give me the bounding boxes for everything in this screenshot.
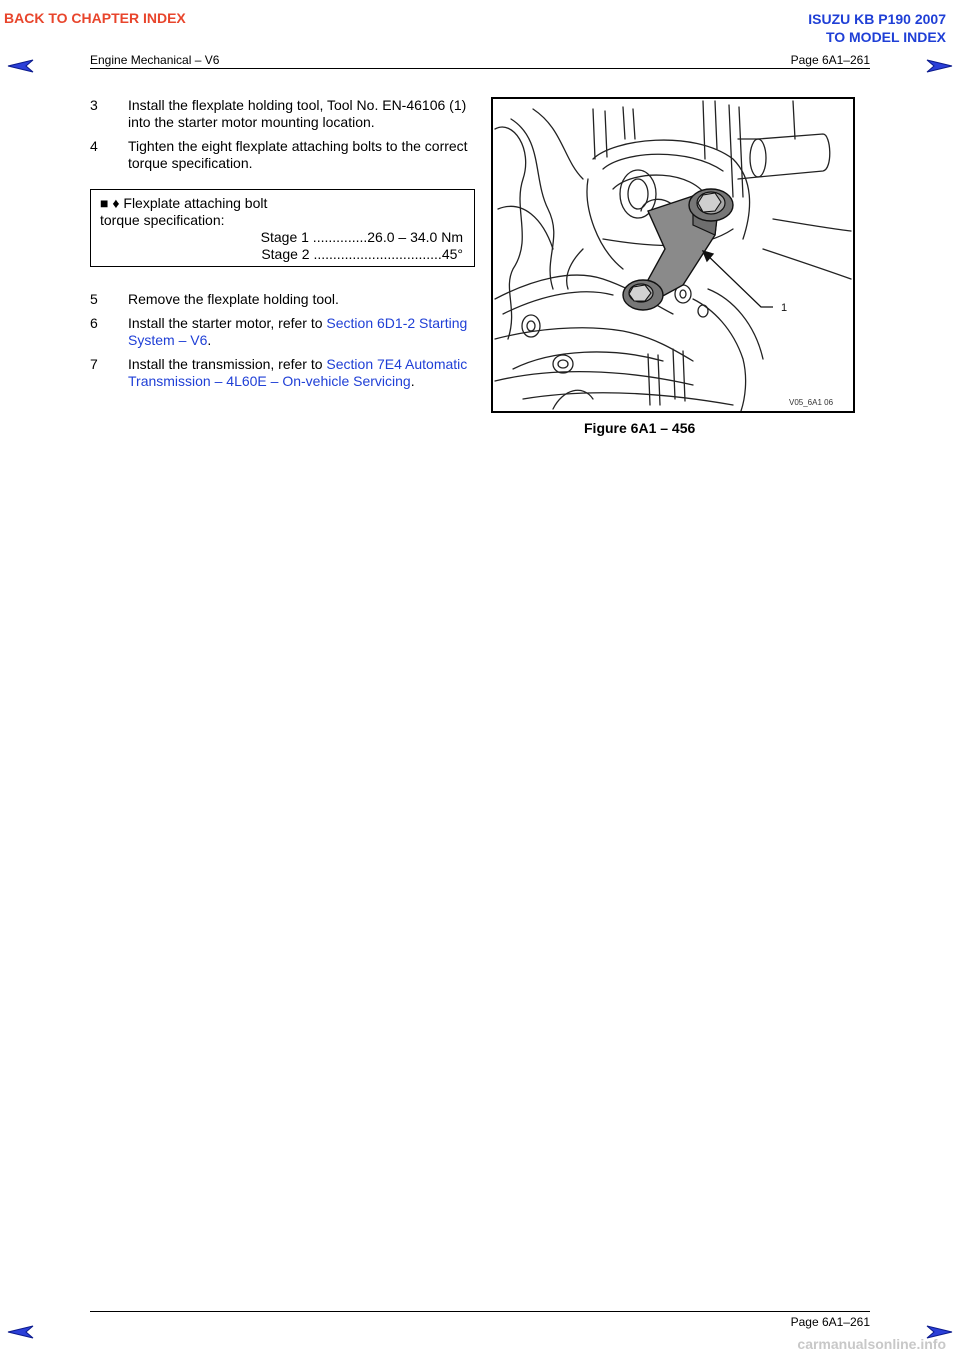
- step-6: [90, 315, 475, 349]
- step-text: Remove the flexplate holding tool.: [128, 291, 339, 307]
- automatic-transmission-section-link[interactable]: Section 7E4 Automatic Transmission – 4L60E – On-vehicle Servicing: [128, 356, 468, 389]
- step-number: 3: [90, 97, 98, 113]
- figure-flexplate-holding-tool: [491, 97, 855, 413]
- starting-system-section-link[interactable]: Section 6D1-2 Starting System – V6: [128, 315, 468, 348]
- spec-stage-1: Stage 1 ..............26.0 – 34.0 Nm: [260, 229, 463, 245]
- spec-line-1: Flexplate attaching bolt: [123, 195, 268, 211]
- step-7-text: Install the transmission, refer to: [128, 356, 327, 372]
- step-text: Tighten the eight flexplate attaching bolts to the correct torque specification.: [128, 138, 468, 171]
- flexplate-tool-illustration: [493, 99, 853, 411]
- step-7: [90, 356, 475, 390]
- previous-page-arrow-bottom-icon[interactable]: [6, 1322, 34, 1342]
- back-to-chapter-index-link[interactable]: BACK TO CHAPTER INDEX: [4, 10, 186, 26]
- step-6-text: Install the starter motor, refer to: [128, 315, 327, 331]
- model-title-link[interactable]: ISUZU KB P190 2007: [808, 11, 946, 27]
- step-text: Install the flexplate holding tool, Tool No. EN-46106 (1) into the starter motor mounting location.: [128, 97, 467, 130]
- torque-spec-box: [90, 189, 475, 267]
- procedure-text: [90, 97, 475, 397]
- footer-page-number: Page 6A1–261: [790, 1315, 870, 1329]
- step-text: [128, 315, 475, 349]
- spec-title: [100, 195, 463, 212]
- step-number: 7: [90, 356, 98, 372]
- holding-tool-shape: [623, 189, 733, 310]
- header-divider: [90, 68, 870, 69]
- step-5: [90, 291, 475, 308]
- step-4: [90, 138, 475, 172]
- figure-code-label: V05_6A1 06: [789, 398, 834, 407]
- step-3: [90, 97, 475, 131]
- spec-stage-2: Stage 2 .................................45°: [261, 246, 463, 262]
- header-page-number: Page 6A1–261: [790, 53, 870, 67]
- spec-symbols-icon: ■ ♦: [100, 195, 120, 211]
- spec-line-2: torque specification:: [100, 212, 225, 228]
- step-number: 4: [90, 138, 98, 154]
- step-7-suffix: .: [410, 373, 415, 389]
- footer-divider: [90, 1311, 870, 1312]
- step-number: 6: [90, 315, 98, 331]
- step-6-suffix: .: [207, 332, 212, 348]
- model-index-link[interactable]: TO MODEL INDEX: [825, 29, 946, 45]
- header-section-title: Engine Mechanical – V6: [90, 53, 220, 67]
- model-index-block: [808, 10, 946, 46]
- step-text: [128, 356, 475, 390]
- step-number: 5: [90, 291, 98, 307]
- figure-caption: Figure 6A1 – 456: [584, 420, 696, 436]
- previous-page-arrow-icon[interactable]: [6, 56, 34, 76]
- next-page-arrow-icon[interactable]: [926, 56, 954, 76]
- watermark-text: carmanualsonline.info: [797, 1336, 946, 1352]
- figure-callout-label: 1: [781, 302, 788, 314]
